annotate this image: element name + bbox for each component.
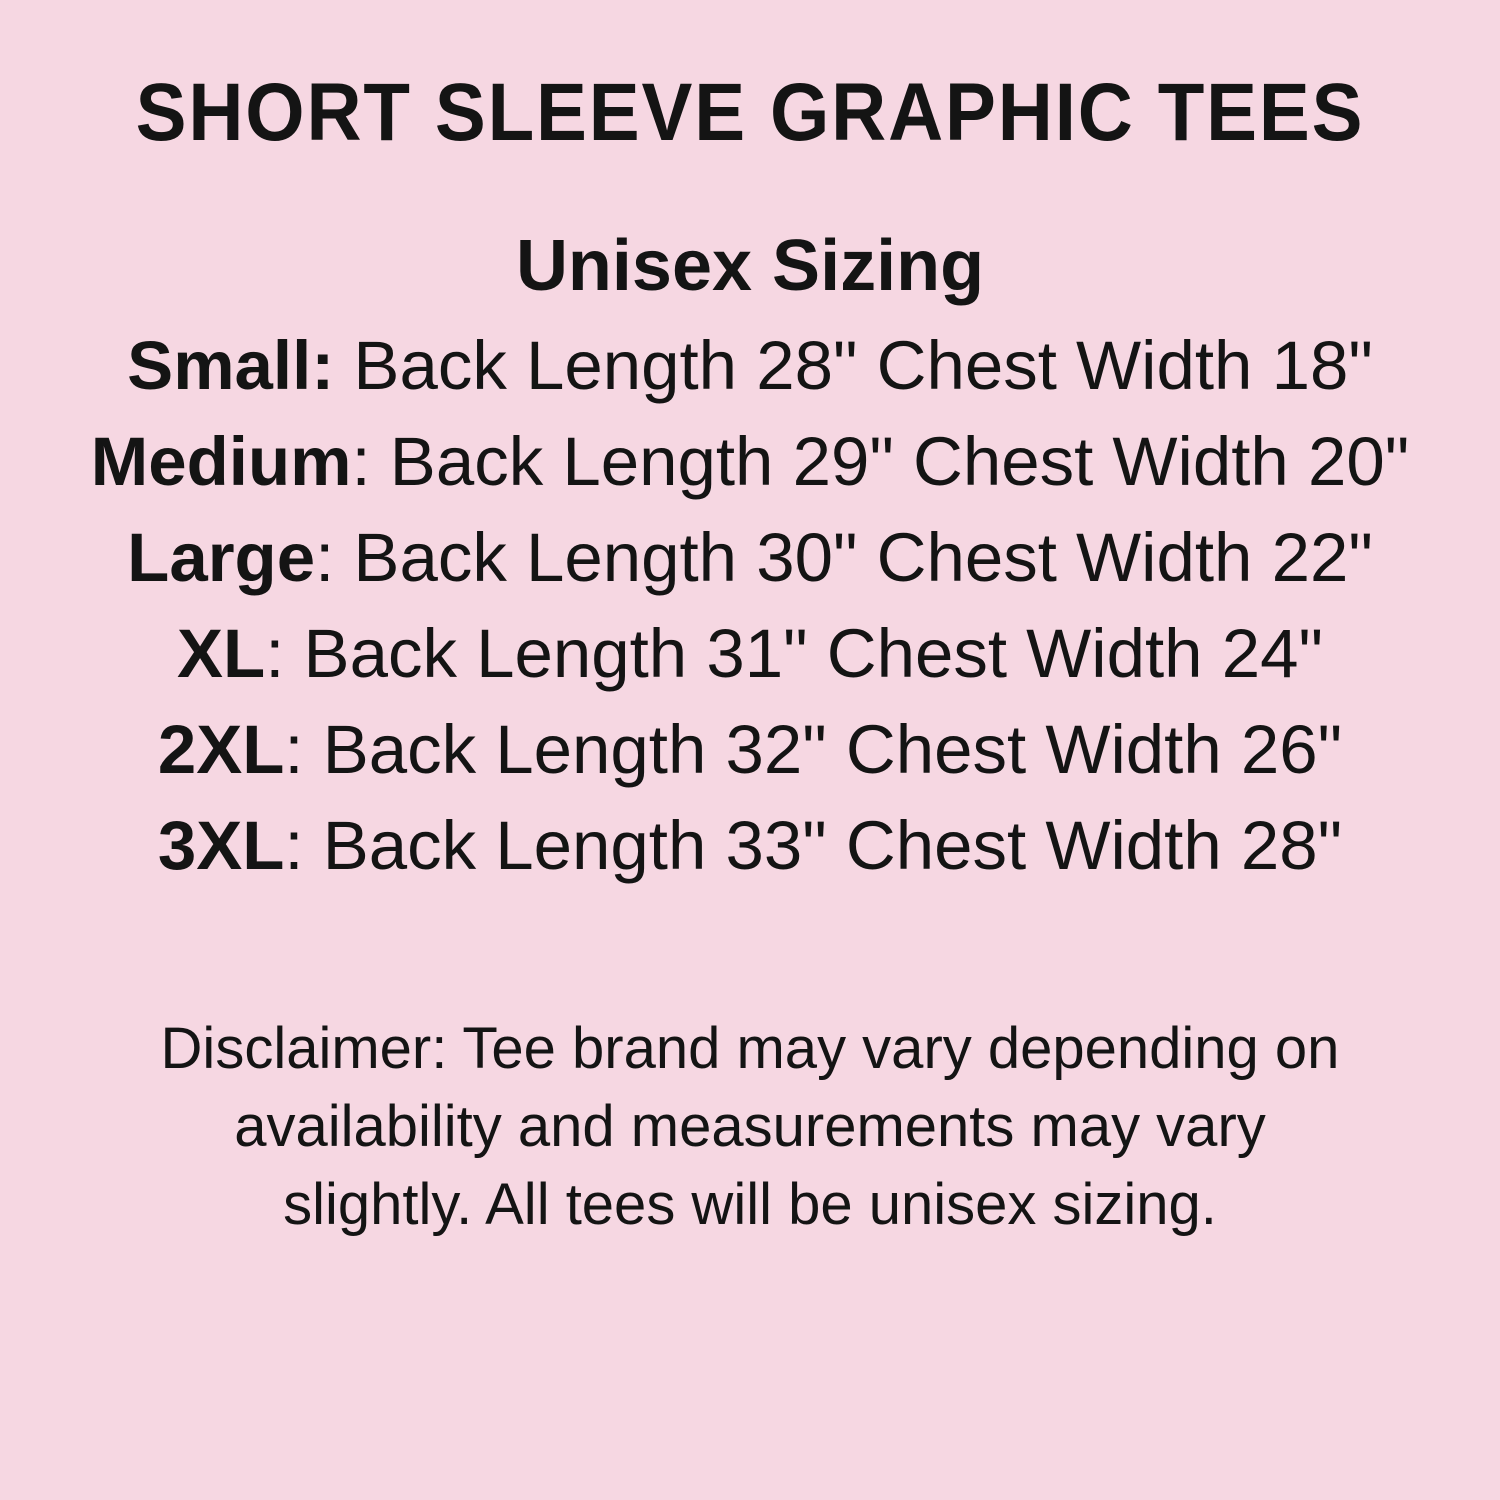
size-label: 3XL [157,807,285,884]
size-detail: : Back Length 31" Chest Width 24" [265,615,1323,692]
size-row-xl [0,606,1500,702]
size-row-large [0,510,1500,606]
size-row-medium [0,414,1500,510]
size-label: Small: [127,327,335,404]
sizing-chart-graphic [0,58,1500,1500]
page-title: SHORT SLEEVE GRAPHIC TEES [135,67,1365,158]
size-label: Medium [90,423,352,500]
size-label: Large [127,519,316,596]
disclaimer-line: availability and measurements may vary [234,1094,1266,1159]
size-rows [0,318,1500,894]
size-detail: : Back Length 32" Chest Width 26" [284,711,1343,788]
sizing-heading: Unisex Sizing [515,226,985,306]
size-row-2xl [0,702,1500,798]
size-row-small [0,318,1500,414]
size-label: XL [177,615,266,692]
size-label: 2XL [157,711,285,788]
disclaimer-line: Disclaimer: Tee brand may vary depending on [160,1016,1340,1081]
size-detail: Back Length 28" Chest Width 18" [334,327,1373,404]
size-detail: : Back Length 30" Chest Width 22" [315,519,1373,596]
disclaimer-text [0,1010,1500,1244]
size-row-3xl [0,798,1500,894]
size-detail: : Back Length 33" Chest Width 28" [284,807,1343,884]
size-detail: : Back Length 29" Chest Width 20" [351,423,1410,500]
disclaimer-line: slightly. All tees will be unisex sizing. [283,1172,1217,1237]
